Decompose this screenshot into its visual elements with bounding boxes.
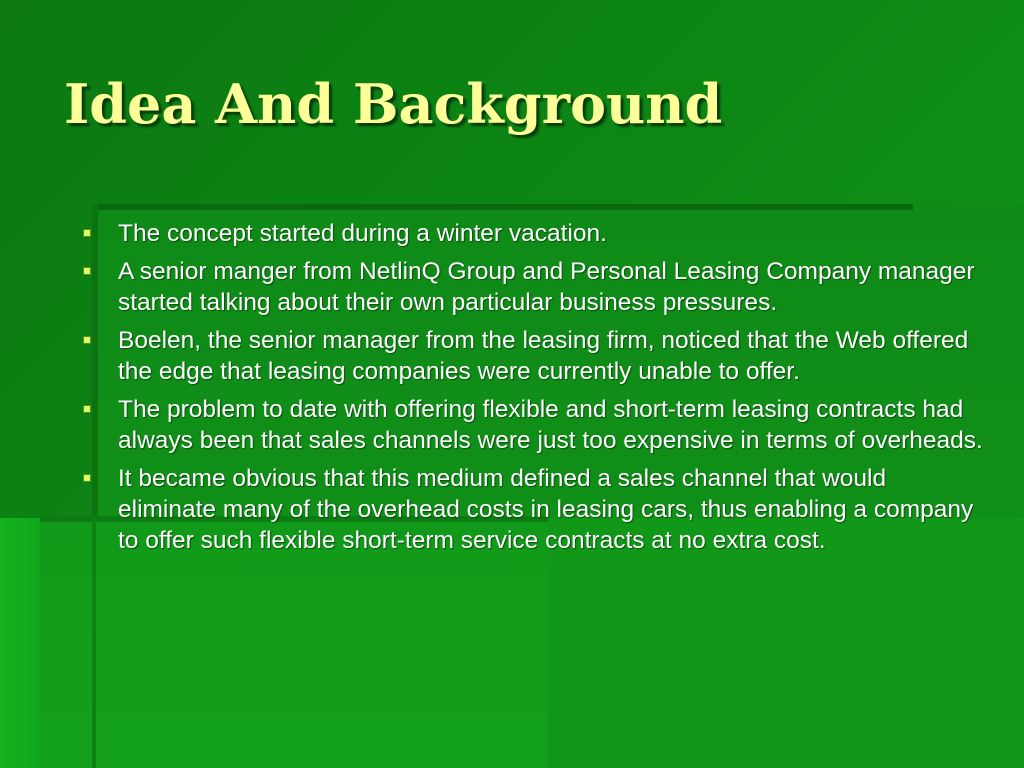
- bullet-item: [78, 463, 983, 556]
- bullet-text: The problem to date with offering flexible and short-term leasing contracts had always been that sales channels were just too expensive in terms of overheads.: [118, 396, 983, 454]
- square-bullet-icon: [83, 474, 91, 482]
- bullet-text: A senior manger from NetlinQ Group and Personal Leasing Company manager started talking about their own particular business pressures.: [118, 258, 975, 316]
- slide-title: Idea And Background: [64, 72, 723, 136]
- background-panel-left-strip: [0, 518, 40, 768]
- square-bullet-icon: [83, 229, 91, 237]
- bullet-text: It became obvious that this medium defined a sales channel that would eliminate many of the overhead costs in leasing cars, thus enabling a company to offer such flexible short-term service contracts at no extra cost.: [118, 465, 974, 554]
- bullet-item: [78, 394, 983, 456]
- bullet-list: [78, 218, 983, 563]
- bullet-text: The concept started during a winter vacation.: [118, 220, 607, 247]
- bullet-text: Boelen, the senior manager from the leasing firm, noticed that the Web offered the edge that leasing companies were currently unable to offer.: [118, 327, 969, 385]
- bullet-item: [78, 325, 983, 387]
- bullet-item: [78, 218, 983, 249]
- square-bullet-icon: [83, 336, 91, 344]
- square-bullet-icon: [83, 405, 91, 413]
- bullet-item: [78, 256, 983, 318]
- background-panel-edge: [95, 204, 913, 210]
- square-bullet-icon: [83, 267, 91, 275]
